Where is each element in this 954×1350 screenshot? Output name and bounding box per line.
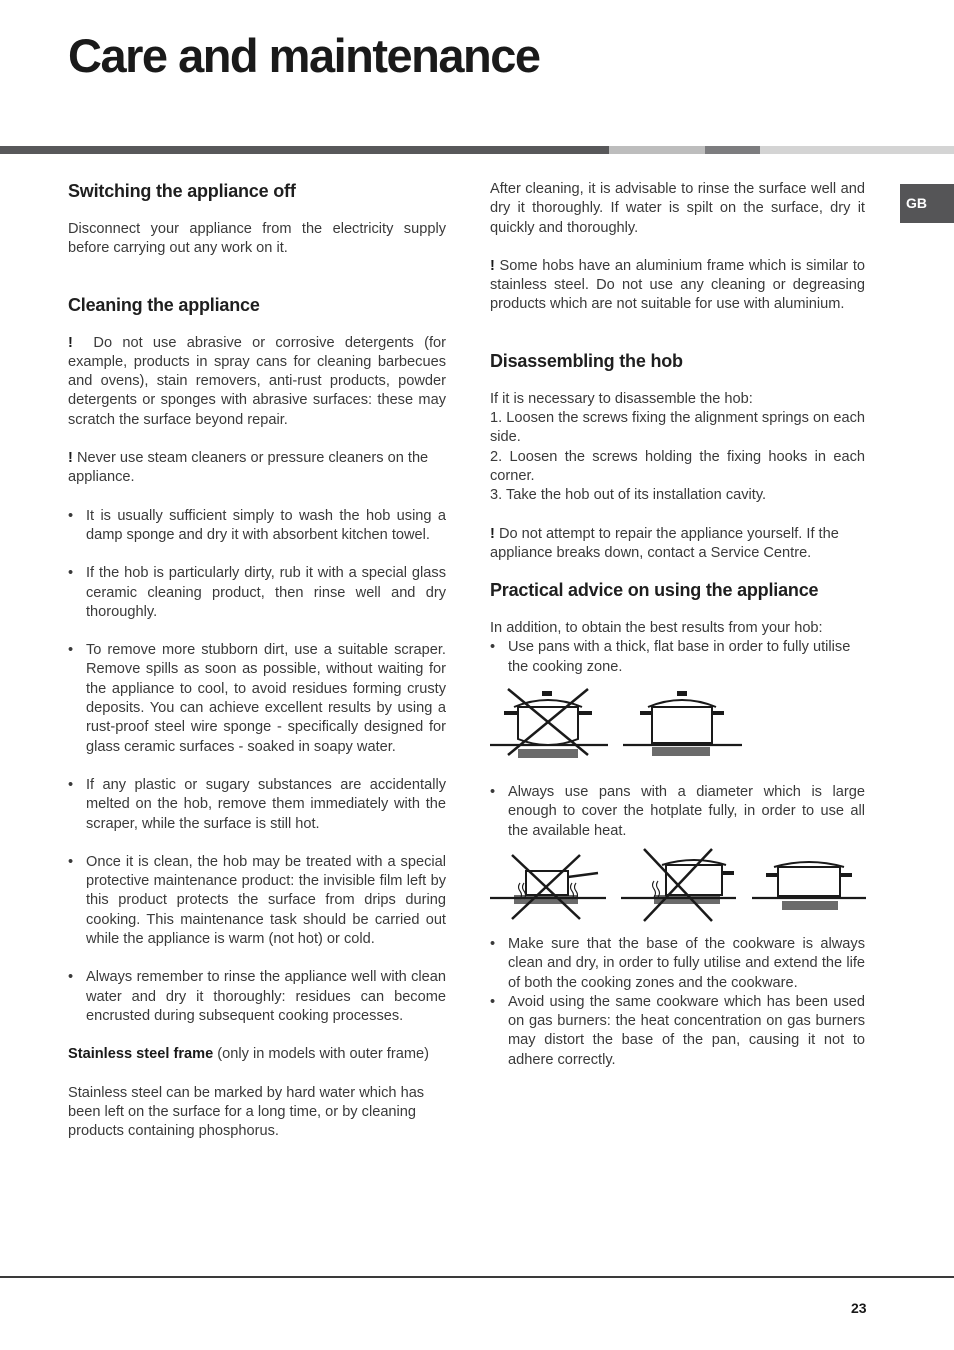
- offset-pan-icon: [621, 849, 736, 921]
- bullet-mark: •: [68, 642, 74, 659]
- disassembling-intro: If it is necessary to disassemble the hob:: [490, 390, 753, 407]
- advice-list-3: [490, 935, 865, 1070]
- header-rule-light: [609, 146, 705, 154]
- cleaning-bullet-list: [68, 507, 446, 1027]
- header-rule-pale: [760, 146, 954, 154]
- page-title: Care and maintenance: [68, 29, 540, 82]
- bullet-mark: •: [68, 853, 74, 870]
- after-cleaning-text: After cleaning, it is advisable to rinse the surface well and dry it thoroughly. If water is spilt on the surface, dry it quickly and thoroughly.: [490, 181, 865, 236]
- bullet-mark: •: [68, 507, 74, 524]
- step-2: 2. Loosen the screws holding the fixing hooks in each corner.: [490, 448, 865, 484]
- header-rule-dark: [0, 146, 609, 154]
- list-item: [490, 935, 865, 993]
- list-item-text: If any plastic or sugary substances are accidentally melted on the hob, remove them immediately with the scraper, while the surface is still hot.: [86, 776, 446, 832]
- advice-intro: In addition, to obtain the best results from your hob:: [490, 620, 823, 637]
- step-1: 1. Loosen the screws fixing the alignment springs on each side.: [490, 410, 865, 446]
- list-item-text: Once it is clean, the hob may be treated with a special protective maintenance product: the invisible film left by this product protects the surface from drips during cooking. This maintenance task should be carried out while the appliance is warm (not hot) or cold.: [86, 853, 446, 948]
- bullet-mark: •: [490, 784, 496, 801]
- list-item: [490, 638, 865, 677]
- language-tab: GB: [900, 184, 954, 223]
- cleaning-warning-2: [68, 449, 446, 488]
- header-rule-mid: [705, 146, 760, 154]
- list-item-text: To remove more stubborn dirt, use a suitable scraper. Remove spills as soon as possible, without waiting for the appliance to cool, to avoid residues forming crusty deposits. You can achieve excellent results by using a rust-proof steel wire sponge - specifically designed for glass ceramic surfaces - soaked in soapy water.: [86, 642, 446, 755]
- small-pan-icon: [490, 855, 606, 919]
- left-column: [68, 180, 446, 1141]
- cleaning-warning-1-text: Do not use abrasive or corrosive detergents (for example, products in spray cans for cleaning barbecues and ovens), stain removers, anti-rust products, powder detergents or sponges with abrasive surfaces: these may scratch the surface beyond repair.: [68, 334, 446, 428]
- warning-mark: !: [68, 450, 73, 467]
- bullet-mark: •: [68, 565, 74, 582]
- list-item: [68, 507, 446, 546]
- aluminium-warning-text: Some hobs have an aluminium frame which is similar to stainless steel. Do not use any cleaning or degreasing products which are not suitable for use with aluminium.: [490, 257, 865, 313]
- repair-warning: [490, 525, 865, 564]
- switching-text: Disconnect your appliance from the electricity supply before carrying out any work on it.: [68, 221, 446, 257]
- bullet-mark: •: [68, 969, 74, 986]
- stainless-label: Stainless steel frame: [68, 1046, 214, 1063]
- cleaning-heading: Cleaning the appliance: [68, 294, 260, 315]
- list-item-text: Make sure that the base of the cookware is always clean and dry, in order to fully utilise and extend the life of both the cooking zones and the cookware.: [508, 935, 865, 991]
- advice-list-1: [490, 638, 865, 677]
- bullet-mark: •: [490, 993, 496, 1010]
- step-3: 3. Take the hob out of its installation cavity.: [490, 487, 767, 504]
- pan-diameter-illustration: [490, 847, 868, 931]
- warning-mark: !: [68, 334, 73, 351]
- list-item: [68, 564, 446, 622]
- flat-base-pans-illustration: [490, 687, 750, 773]
- list-item-text: Always remember to rinse the appliance well with clean water and dry it thoroughly: residues can become encrusted during subsequent cooking processes.: [86, 969, 446, 1024]
- cleaning-warning-1: [68, 334, 446, 430]
- repair-warning-text: Do not attempt to repair the appliance yourself. If the appliance breaks down, contact a Service Centre.: [490, 525, 839, 561]
- cleaning-warning-2-text: Never use steam cleaners or pressure cleaners on the appliance.: [68, 450, 429, 486]
- page-number: 23: [851, 1300, 867, 1316]
- bullet-mark: •: [490, 639, 496, 656]
- list-item: [490, 993, 865, 1070]
- aluminium-warning: [490, 257, 865, 315]
- correct-pan-icon: [752, 862, 866, 910]
- warning-mark: !: [490, 525, 495, 542]
- stainless-note: (only in models with outer frame): [217, 1046, 429, 1063]
- list-item: [68, 968, 446, 1026]
- list-item-text: It is usually sufficient simply to wash the hob using a damp sponge and dry it with absorbent kitchen towel.: [86, 507, 446, 543]
- stainless-text: Stainless steel can be marked by hard water which has been left on the surface for a long time, or by cleaning products containing phosphorus.: [68, 1084, 425, 1140]
- bullet-mark: •: [490, 935, 496, 952]
- right-column: [490, 180, 865, 1070]
- list-item-text: Avoid using the same cookware which has been used on gas burners: the heat concentration on gas burners may distort the base of the pan, causing it not to adhere correctly.: [508, 993, 865, 1068]
- warped-pan-icon: [490, 691, 608, 758]
- disassembling-heading: Disassembling the hob: [490, 350, 683, 371]
- advice-heading: Practical advice on using the appliance: [490, 580, 819, 601]
- list-item-text: Always use pans with a diameter which is large enough to cover the hotplate fully, in order to use all the available heat.: [508, 784, 865, 839]
- bullet-mark: •: [68, 776, 74, 793]
- switching-heading: Switching the appliance off: [68, 181, 296, 201]
- list-item-text: Use pans with a thick, flat base in order to fully utilise the cooking zone.: [508, 639, 851, 675]
- list-item: [68, 776, 446, 834]
- list-item: [68, 641, 446, 757]
- stainless-heading: [68, 1045, 446, 1064]
- list-item: [490, 783, 865, 841]
- list-item-text: If the hob is particularly dirty, rub it with a special glass ceramic cleaning product, then rinse well and dry thoroughly.: [86, 565, 446, 620]
- flat-pan-icon: [623, 691, 742, 756]
- list-item: [68, 853, 446, 949]
- warning-mark: !: [490, 257, 495, 274]
- footer-rule: [0, 1276, 954, 1278]
- advice-list-2: [490, 783, 865, 841]
